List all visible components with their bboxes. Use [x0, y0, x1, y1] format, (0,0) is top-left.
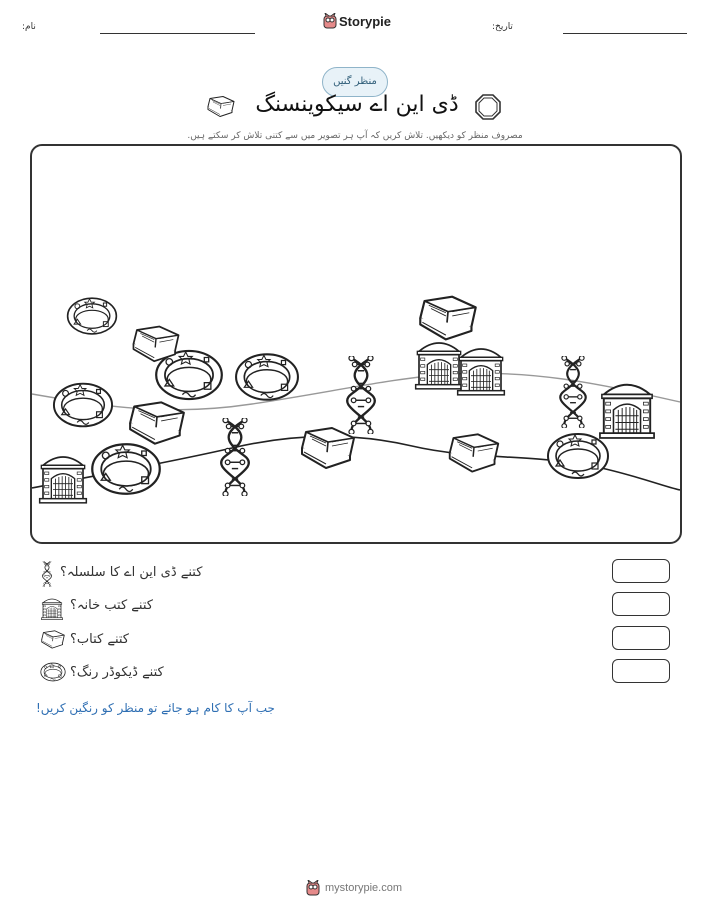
- name-label: نام:: [22, 22, 36, 32]
- dna-strand: [560, 356, 586, 429]
- library-building: [458, 349, 505, 395]
- question-1: کتنے ڈی این اے کا سلسلہ؟: [60, 565, 203, 580]
- category-badge: منظر گنیں: [322, 67, 388, 97]
- date-label: تاریخ:: [492, 22, 513, 32]
- decoder-ring-icon: [40, 661, 66, 683]
- octagon-icon: [474, 93, 502, 121]
- owl-logo-icon: [306, 880, 320, 896]
- dna-strand: [347, 356, 375, 435]
- book-icon: [40, 629, 66, 649]
- book: [130, 402, 184, 443]
- decoder-ring: [236, 354, 298, 399]
- name-line[interactable]: [100, 33, 255, 34]
- site-url[interactable]: mystorypie.com: [325, 882, 403, 894]
- decoder-ring: [68, 298, 117, 334]
- library-building: [600, 385, 654, 438]
- question-3: کتنے کتاب؟: [70, 632, 129, 647]
- brand-name: Storypie: [339, 14, 392, 29]
- answer-box-2[interactable]: [612, 592, 670, 616]
- owl-logo-icon: [323, 13, 337, 29]
- answer-box-4[interactable]: [612, 659, 670, 683]
- book-icon: [206, 94, 236, 118]
- dna-strand: [221, 418, 249, 497]
- question-2: کتنے کتب خانہ؟: [70, 598, 153, 613]
- page-title: ڈی این اے سیکوینسنگ: [255, 92, 459, 117]
- dna-icon: [40, 561, 54, 587]
- answer-box-1[interactable]: [612, 559, 670, 583]
- decoder-ring: [92, 444, 160, 494]
- coloring-note: جب آپ کا کام ہو جائے تو منظر کو رنگین کریں!: [36, 701, 275, 715]
- library-building: [416, 343, 463, 389]
- instructions: مصروف منظر کو دیکھیں. تلاش کریں کہ آپ ہر تصویر میں سے کتنی تلاش کر سکتے ہیں.: [187, 131, 523, 141]
- question-4: کتنے ڈیکوڈر رنگ؟: [70, 665, 164, 680]
- scene-drawing: [32, 146, 680, 542]
- footer-brand: [306, 880, 416, 898]
- book: [133, 327, 178, 362]
- book: [420, 297, 475, 340]
- brand-logo: [323, 12, 393, 32]
- library-building: [40, 457, 87, 503]
- date-line[interactable]: [563, 33, 687, 34]
- answer-box-3[interactable]: [612, 626, 670, 650]
- book: [302, 428, 354, 468]
- search-scene: [30, 144, 682, 544]
- decoder-ring: [54, 384, 112, 427]
- library-icon: [40, 596, 64, 620]
- book: [450, 434, 499, 471]
- decoder-ring: [548, 434, 608, 478]
